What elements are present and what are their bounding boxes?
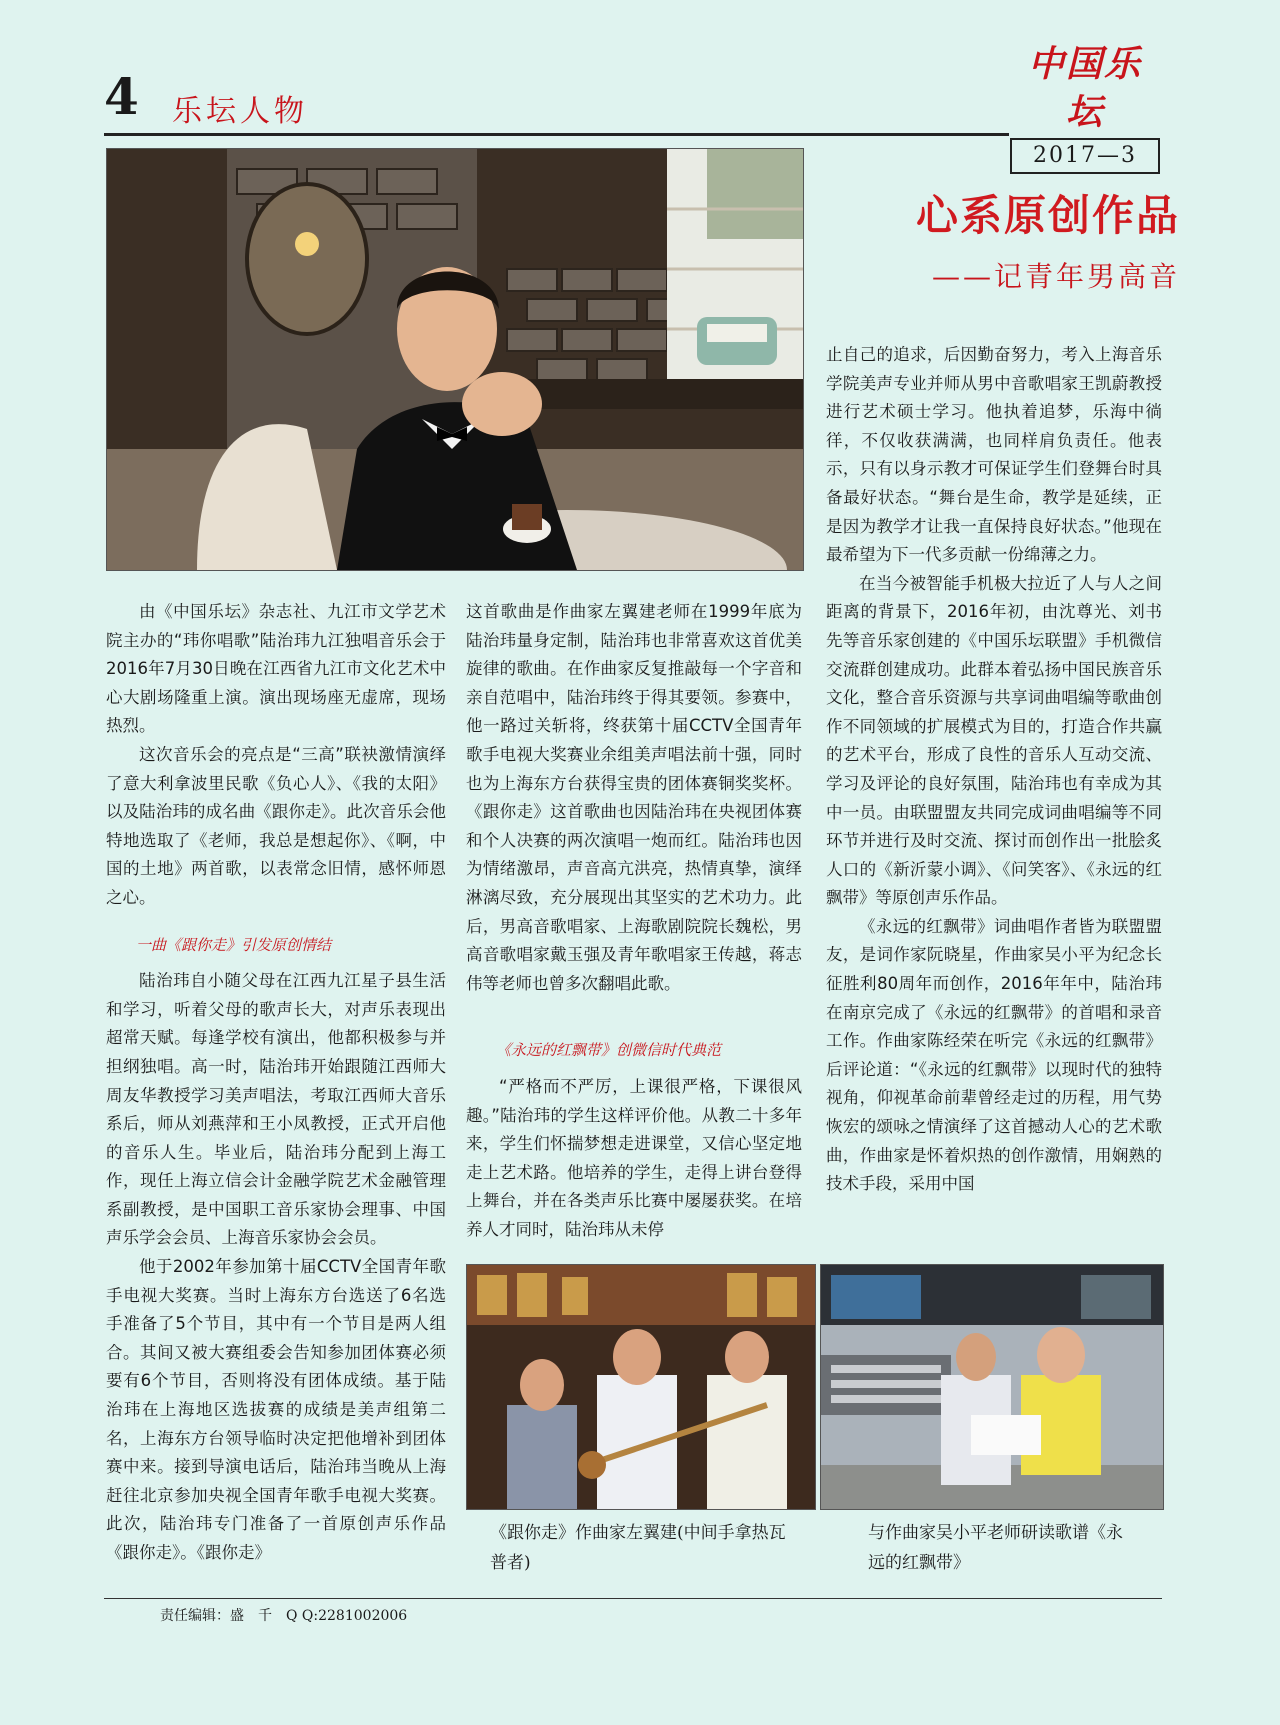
column-3 — [826, 341, 1162, 1199]
paragraph: 这首歌曲是作曲家左翼建老师在1999年底为陆治玮量身定制，陆治玮也非常喜欢这首优美旋律的歌曲。在作曲家反复推敲每一个字音和亲自范唱中，陆治玮终于得其要领。参赛中，他一路过关斩将，终获第十届CCTV全国青年歌手电视大奖赛业余组美声唱法前十强，同时也为上海东方台获得宝贵的团体赛铜奖奖杯。《跟你走》这首歌曲也因陆治玮在央视团体赛和个人决赛的两次演唱一炮而红。陆治玮也因为情绪激昂，声音高亢洪亮，热情真挚，演绎淋漓尽致，充分展现出其坚实的艺术功力。此后，男高音歌唱家、上海歌剧院院长魏松，男高音歌唱家戴玉强及青年歌唱家王传越，蒋志伟等老师也曾多次翻唱此歌。 — [466, 602, 802, 993]
footer-rule — [104, 1598, 1162, 1599]
brand-logo: 中国乐坛 — [1027, 43, 1142, 133]
photo-caption-right: 与作曲家吴小平老师研读歌谱《永远的红飘带》 — [868, 1523, 1123, 1573]
page-number: 4 — [104, 67, 139, 126]
photo-composer-wu-xiaoping — [820, 1264, 1164, 1510]
subheading: 《永远的红飘带》创微信时代典范 — [496, 1041, 722, 1060]
magazine-brand — [1010, 40, 1160, 168]
article-title: 心系原创作品 — [915, 191, 1180, 240]
photo-composer-zuo-yijian — [466, 1264, 816, 1510]
paragraph: 由《中国乐坛》杂志社、九江市文学艺术院主办的“玮你唱歌”陆治玮九江独唱音乐会于2016年7月30日晚在江西省九江市文化艺术中心大剧场隆重上演。演出现场座无虚席，现场热烈。 — [106, 602, 446, 736]
editor-credit: 责任编辑：盛 千 Q Q:2281002006 — [160, 1608, 408, 1624]
paragraph: 在当今被智能手机极大拉近了人与人之间距离的背景下，2016年初，由沈尊光、刘书先等音乐家创建的《中国乐坛联盟》手机微信交流群创建成功。此群本着弘扬中国民族音乐文化，整合音乐资源与共享词曲唱编等歌曲创作不同领域的扩展模式为目的，打造合作共赢的艺术平台，形成了良性的音乐人互动交流、学习及评论的良好氛围，陆治玮也有幸成为其中一员。由联盟盟友共同完成词曲唱编等不同环节并进行及时交流、探讨而创作出一批脍炙人口的《新沂蒙小调》、《问笑客》、《永远的红飘带》等原创声乐作品。 — [826, 573, 1162, 908]
column-2 — [466, 598, 802, 1244]
paragraph: 陆治玮自小随父母在江西九江星子县生活和学习，听着父母的歌声长大，对声乐表现出超常天赋。每逢学校有演出，他都积极参与并担纲独唱。高一时，陆治玮开始跟随江西师大周友华教授学习美声唱法，考取江西师大音乐系后，师从刘燕萍和王小凤教授，正式开启他的音乐人生。毕业后，陆治玮分配到上海工作，现任上海立信会计金融学院艺术金融管理系副教授，是中国职工音乐家协会理事、中国声乐学会会员、上海音乐家协会会员。 — [106, 971, 446, 1248]
section-title: 乐坛人物 — [172, 94, 308, 129]
main-portrait-photo — [106, 148, 804, 571]
subheading: 一曲《跟你走》引发原创情结 — [136, 935, 332, 954]
paragraph: 这次音乐会的亮点是“三高”联袂激情演绎了意大利拿波里民歌《负心人》、《我的太阳》以及陆治玮的成名曲《跟你走》。此次音乐会他特地选取了《老师，我总是想起你》、《啊，中国的土地》两首歌，以表常念旧情，感怀师恩之心。 — [106, 744, 446, 907]
paragraph: 他于2002年参加第十届CCTV全国青年歌手电视大奖赛。当时上海东方台选送了6名选手准备了5个节目，其中有一个节目是两人组合。其间又被大赛组委会告知参加团体赛必须要有6个节目，否则将没有团体成绩。基于陆治玮在上海地区选拔赛的成绩是美声组第二名，上海东方台领导临时决定把他增补到团体赛中来。接到导演电话后，陆治玮当晚从上海赶往北京参加央视全国青年歌手电视大奖赛。此次，陆治玮专门准备了一首原创声乐作品《跟你走》。《跟你走》 — [106, 1257, 446, 1562]
header-rule — [104, 133, 1009, 136]
photo-caption-left: 《跟你走》作曲家左翼建(中间手拿热瓦普者) — [490, 1523, 786, 1573]
column-1 — [106, 598, 446, 1568]
paragraph: 《永远的红飘带》词曲唱作者皆为联盟盟友，是词作家阮晓星，作曲家吴小平为纪念长征胜利80周年而创作，2016年年中，陆治玮在南京完成了《永远的红飘带》的首唱和录音工作。作曲家陈经荣在听完《永远的红飘带》后评论道：“《永远的红飘带》以现时代的独特视角，仰视革命前辈曾经走过的历程，用气势恢宏的颂咏之情演绎了这首撼动人心的艺术歌曲，作曲家是怀着炽热的创作激情，用娴熟的技术手段，采用中国 — [826, 916, 1162, 1194]
paragraph: “严格而不严厉，上课很严格，下课很风趣。”陆治玮的学生这样评价他。从教二十多年来，学生们怀揣梦想走进课堂，又信心坚定地走上艺术路。他培养的学生，走得上讲台登得上舞台，并在各类声乐比赛中屡屡获奖。在培养人才同时，陆治玮从未停 — [466, 1076, 802, 1239]
issue-label: 2017—3 — [1010, 138, 1160, 174]
paragraph: 止自己的追求，后因勤奋努力，考入上海音乐学院美声专业并师从男中音歌唱家王凯蔚教授进行艺术硕士学习。他执着追梦，乐海中徜徉，不仅收获满满，也同样肩负责任。他表示，只有以身示教才可保证学生们登舞台时具备最好状态。“舞台是生命，教学是延续，正是因为教学才让我一直保持良好状态。”他现在最希望为下一代多贡献一份绵薄之力。 — [826, 345, 1162, 565]
article-subtitle: ——记青年男高音 — [931, 260, 1180, 293]
